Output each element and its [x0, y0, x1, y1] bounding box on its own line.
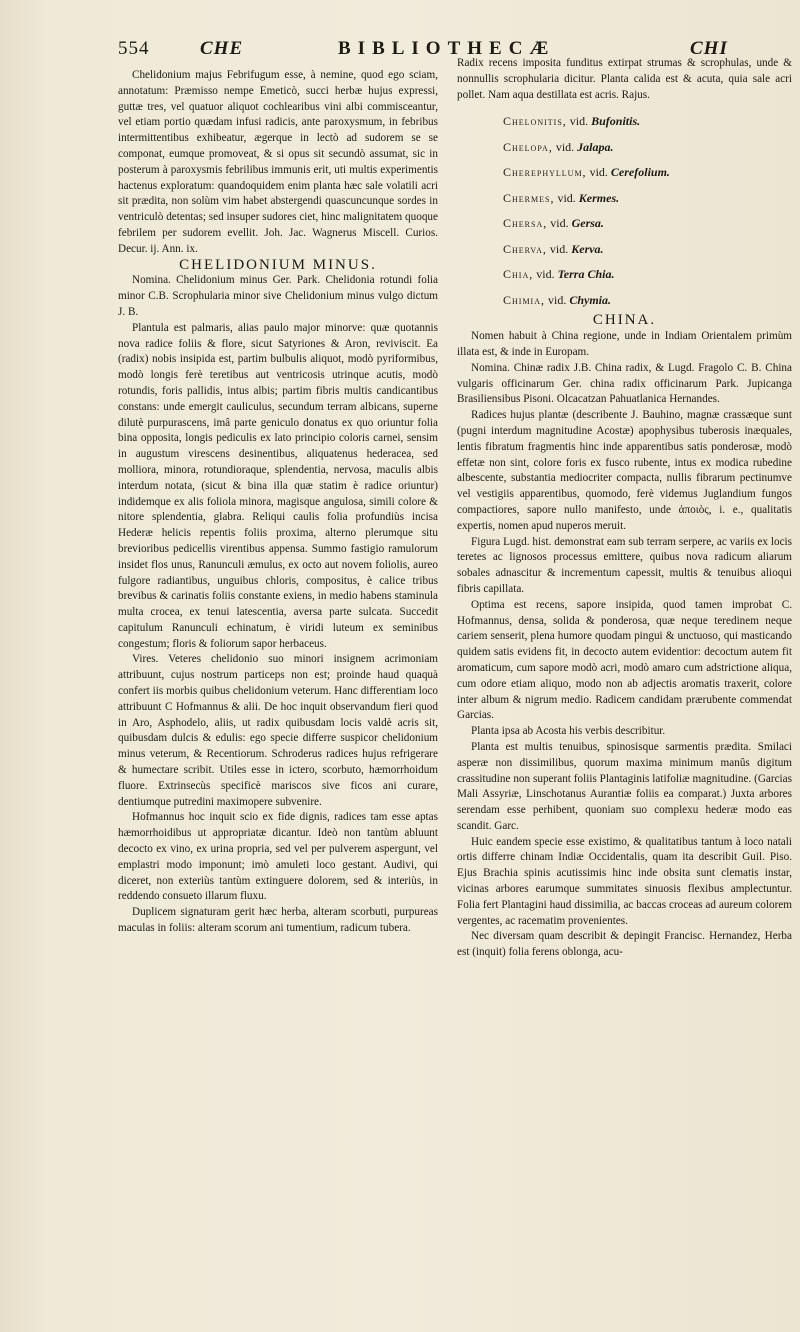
xref-entry: Cherva, vid. Kerva.	[503, 241, 604, 256]
xref-entry: Chersa, vid. Gersa.	[503, 216, 604, 231]
right-column	[457, 56, 792, 961]
duplicem-paragraph: Duplicem signaturam gerit hæc herba, alteram scorbuti, purpureas maculas in foliis: alteram scorum ani tumentium, radicum tubera.	[118, 906, 438, 935]
xref-entry: Cherephyllum, vid. Cerefolium.	[503, 165, 670, 180]
hofmannus-paragraph: Hofmannus hoc inquit scio ex fide dignis, radices tam esse aptas hæmorrhoidibus ut appropriatæ dicantur. Ideò non tantùm abluunt decocto ex vino, ex urina propria, sed vel per pulverem aspergunt, vel emplastri modo imponunt; imò amuleti loco gestant. Audivi, qui diceret, non exteriùs tantùm extinguere dolorem, sed & interiùs, in reddendo consueto illarum fluxu.	[118, 811, 438, 903]
radix-paragraph: Radix recens imposita funditus extirpat strumas & scrophulas, unde & nonnullis scrophularia dicitur. Planta calida est & acuta, quia sale acri pollet. Nam aqua destillata est acris. Rajus.	[457, 57, 792, 101]
xref-entry: Chia, vid. Terra Chia.	[503, 267, 615, 282]
china-nomina-paragraph: Nomina. Chinæ radix J.B. China radix, & Lugd. Fragolo C. B. China vulgaris officinarum Ger. china radix officinarum Park. Jupicanga Brasiliensibus Pisoni. Olcacatzan Pahuatlanica Hernandes.	[457, 361, 792, 406]
planta-est-paragraph: Planta est multis tenuibus, spinosisque sarmentis prædita. Smilaci asperæ non dissimilibus, quorum maxima minimum manûs digitum crassitudine non superant foliis Plantaginis latifoliæ magnitudine. (Garcias Mali Assyriæ, Linschotanus Aurantiæ foliis ea comparat.) Juxta arbores serendam esse perhibent, quoniam suo complexu hederæ modo eas scandit. Garc.	[457, 740, 792, 832]
xref-entry: Chermes, vid. Kermes.	[503, 190, 620, 205]
xref-entry: Chimia, vid. Chymia.	[503, 292, 612, 307]
keyword-right: CHI	[690, 38, 728, 59]
keyword-left: CHE	[200, 38, 244, 59]
nec-paragraph: Nec diversam quam describit & depingit Francisc. Hernandez, Herba est (inquit) folia ferens oblonga, acu-	[457, 930, 792, 959]
section-title-china: CHINA.	[592, 312, 657, 329]
left-column	[118, 68, 438, 937]
planta-ipsa-paragraph: Planta ipsa ab Acosta his verbis describitur.	[471, 725, 666, 738]
optima-paragraph: Optima est recens, sapore insipida, quod tamen improbat C. Hofmannus, densa, solida & ponderosa, quæ neque teredinem neque cariem senserit, plena humore quodam pingui & unctuoso, qui masticando quidem satis evidens fit, in decocto autem evidentior: decoctum autem fit aromaticum, cum sapore modò acri, modò amaro cum adstrictione aliqua, cum odore etiam aliquo, modo non ab adjectis aromatis traxerit, colore inter album & nigrum medio. Radicem candidam prærubente commendat Garcias.	[457, 598, 792, 722]
vires-paragraph: Vires. Veteres chelidonio suo minori insignem acrimoniam attribuunt, cujus nostrum particeps non est; proinde haud quaquà confert iis morbis quibus chelidonium veterum. Hanc differentiam loco attribuunt C Hofmannus & alii. De hoc inquit observandum fieri quod in Aro, Asphodelo, aliis, ut radix quibusdam locis valdè acris sit, quibusdam dulcis & edulis: ego specie differre suspicor chelidonium minus veterum, & Recentiorum. Schroderus radices hujus refrigerare & humectare scribit. Utiles esse in ictero, scorbuto, hæmorrhoidum fluore. Extrinsecùs specificè mariscos sive ficos ani curare, dentiumque putredini maximopere subvenire.	[118, 653, 438, 808]
page-number: 554	[118, 38, 150, 59]
intro-paragraph: Chelidonium majus Febrifugum esse, à nemine, quod ego sciam, annotatum: Præmisso nempe Emeticò, succi herbæ hujus expressi, guttæ tres, vel quatuor aliquot cochlearibus vini albi commisceantur, vel etiam portio quædam infusi radicis, ante paroxysmum, in febribus intermittentibus exhibeatur, ægerque in lectò ad sudorem se se componat, eumque promoveat, & si opus sit secundò assumat, sic in posterum à paroxysmis febrilibus immunis erit, uti multis experimentis hactenus exploratum: quandoquidem enim planta hæc sale volatili acri sit prædita, non solùm vim habet abstergendi quascuncunque sordes in ventriculò detentas; sed insuper sudores ciet, hinc malignitatem quoque febrilem per sudorem evellit. Joh. Jac. Wagnerus Miscell. Curios. Decur. ij. Ann. ix.	[118, 69, 438, 255]
figura-paragraph: Figura Lugd. hist. demonstrat eam sub terram serpere, ac variis ex locis teretes ac lignosos processus emittere, quibus nova radicum aliarum sobales adnascitur & incrementum capessit, multis & tenuibus alioqui fibris capillata.	[457, 535, 792, 595]
section-title-chelidonium-minus: CHELIDONIUM MINUS.	[179, 256, 377, 273]
xref-entry: Chelopa, vid. Jalapa.	[503, 139, 614, 154]
nomina-paragraph: Nomina. Chelidonium minus Ger. Park. Chelidonia rotundi folia minor C.B. Scrophularia minor sive Chelidonium minus vulgo dictum J. B.	[118, 274, 438, 318]
plantula-paragraph: Plantula est palmaris, alias paulo major minorve: quæ quotannis nova radice foliis & flore, sicut Satyriones & Aron, reviviscit. Ea (radix) nobis insipida est, partim bulbulis aliquot, modò pyriformibus, modò longis ferè teretibus aut ventricosis utrinque acutis, modò rotundis, foris pallidis, intus albis; partim fibris multis candicantibus constans: unde emergit cauliculus, secundum terram albicans, superne dilutè purpurascens, imâ parte geniculo donatus ex quo oriuntur folia bina opposita, longis pediculis ex lato principio coloris carnei, sensim in augustum virescens desinentibus, aliquatenus hederacea, sed molliora, minora, rotundioraque, splendentia, nervosa, maculis albis interdum notata, (sicut & bina illa quæ statim è radice oriuntur) indidemque ex alis foliola minora, magisque angulosa, simili colore & nitore splendentia, glabra. Reliqui caulis folia profundiùs incisa Hederæ helicis repentis foliis proxima, alterno plerumque situ brevioribus pedicellis virentibus appensa. Summo fastigio ramulorum insidet flos unus, Ranunculi æmulus, ex octo aut novem foliolis, aureo fulgore radiantibus, unguibus chloris, compositus, è calice tribus brevibus & carinatis foliis constante exiens, in medio habens staminula multa crocea, ex tenui latescentia, aversa parte sulcata. Succedit capitulum Ranunculi echinatum, è viridi luteum ex seminibus congestum; floris & foliorum sapor herbaceus.	[118, 321, 438, 650]
radices-paragraph: Radices hujus plantæ (describente J. Bauhino, magnæ crassæque sunt (pugni interdum magnitudine Acostæ) apophysibus tuberosis inæquales, lentis fibratum fragmentis hinc inde apparentibus satis ponderosæ, modò effetæ non sint, colore foris ex fusco rubente, intus ex modica rubedine albescente, substantia mediocriter compacta, nullis fibrarum pectinumve vel vestigiis apparentibus, quomodo, ferè videmus Juglandium fungos compactiores, sapore nullo manifesto, unde ἀποιὸς, i. e., qualitatis expertis, nomen apud nuperos meruit.	[457, 409, 792, 532]
huic-paragraph: Huic eandem specie esse existimo, & qualitatibus tantum à loco natali ortis differre chinam Indiæ Occidentalis, quam ita describit Guil. Piso. Ejus Brachia spinis acutissimis hinc inde obsita sunt clematis instar, vicinas arbores earumque summitates sinuosis flexibus amplectuntur. Folia fert Plantagini haud dissimilia, ac baccas croceas ad aureum colorem vergentes, ac racematim provenientes.	[457, 835, 792, 927]
cross-reference-list	[457, 109, 792, 313]
xref-entry: Chelonitis, vid. Bufonitis.	[503, 114, 641, 129]
running-title: BIBLIOTHECÆ	[338, 38, 556, 59]
nomen-paragraph: Nomen habuit à China regione, unde in Indiam Orientalem primùm illata est, & inde in Europam.	[457, 330, 792, 358]
